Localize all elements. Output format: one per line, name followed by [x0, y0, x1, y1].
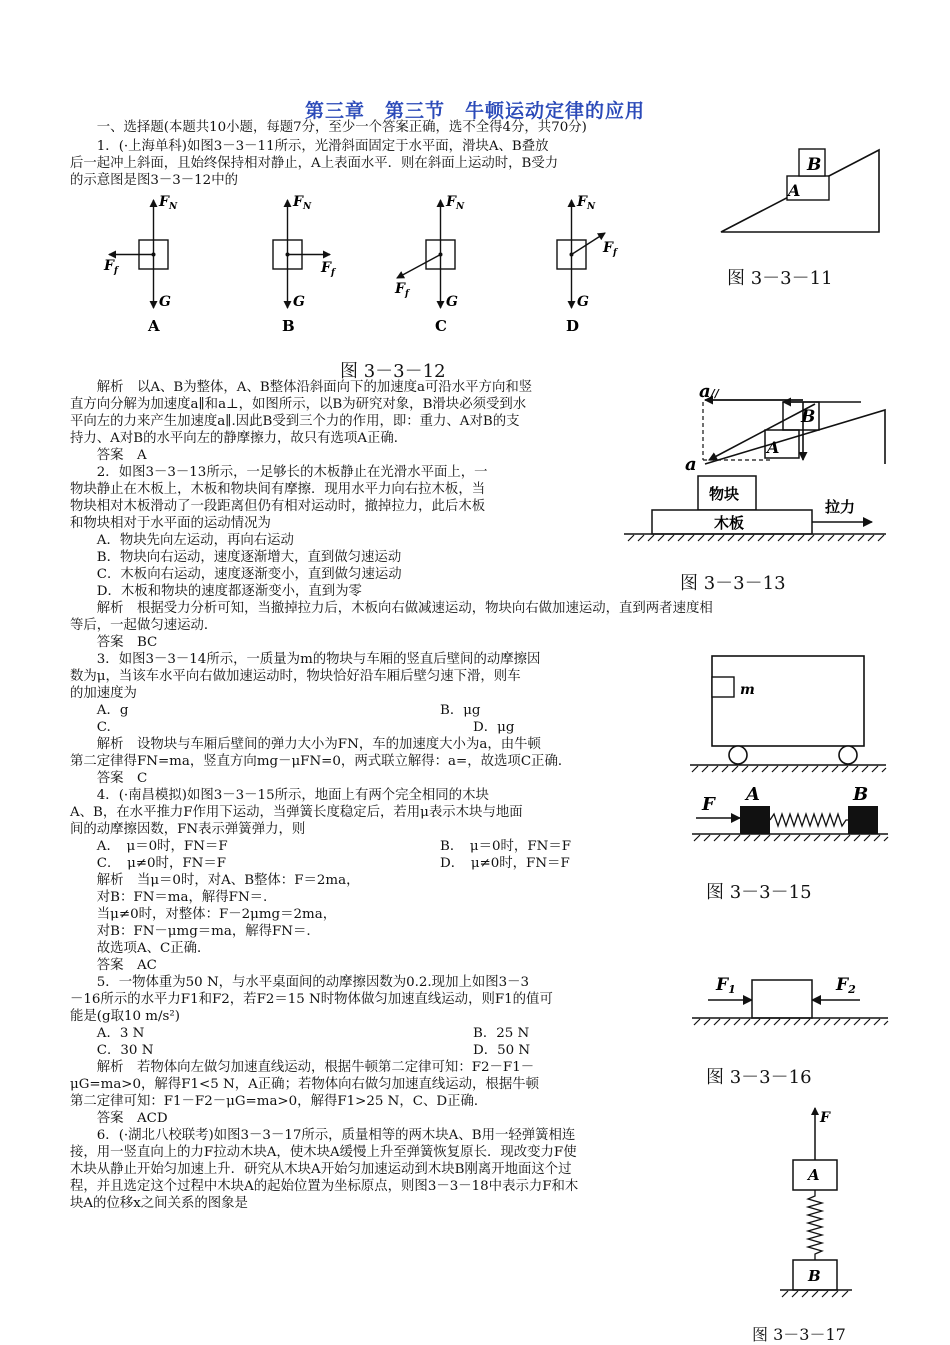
q5-line: 能是(g取10 m/s²) — [70, 1009, 180, 1024]
label-board: 木板 — [714, 514, 745, 532]
q5-solution: μG=ma>0，解得F1<5 N，A正确；若物体向右做匀加速直线运动，根据牛顿 — [70, 1077, 539, 1092]
label-b: B — [808, 1267, 821, 1285]
option-label: D — [566, 317, 580, 335]
option-label: A — [148, 317, 160, 335]
label-f: F — [820, 1110, 830, 1126]
label-a-perp: a — [685, 454, 697, 475]
label-ff: F — [104, 258, 114, 274]
q5-line: 5．一物体重为50 N，与水平桌面间的动摩擦因数为0.2.现加上如图3－3 — [70, 975, 530, 990]
q6-line: 程，并且选定这个过程中木块A的起始位置为坐标原点，则图3－3－18中表示力F和木 — [70, 1179, 579, 1194]
q2-line: 2．如图3－3－13所示，一足够长的木板静止在光滑水平面上，一 — [70, 465, 488, 480]
q6-line: 接，用一竖直向上的力F拉动木块A，使木块A缓慢上升至弹簧恢复原长．现改变力F使 — [70, 1145, 577, 1160]
label-fn: F — [159, 194, 169, 210]
page-title: 第三章 第三节 牛顿运动定律的应用 — [304, 100, 645, 122]
label-f1-sub: 1 — [728, 983, 736, 996]
caption-fig11: 图 3－3－11 — [727, 268, 833, 289]
q5-line: －16所示的水平力F1和F2，若F2＝15 N时物体做匀加速直线运动，则F1的值可 — [70, 992, 553, 1007]
svg-text:F1 — [715, 975, 736, 996]
label-fn: F — [446, 194, 456, 210]
label-ff-sub: f — [404, 289, 409, 299]
q3-line: 数为μ，当该车水平向右做加速运动时，物块恰好沿车厢后壁匀速下滑，则车 — [70, 669, 521, 684]
q3-option: A．g — [70, 703, 129, 718]
label-ff: F — [321, 260, 331, 276]
figure-incline — [715, 140, 885, 240]
label-g: G — [293, 294, 305, 310]
label-pull: 拉力 — [825, 498, 856, 516]
q2-line: 物块相对木板滑动了一段距离但仍有相对运动时，撤掉拉力，此后木板 — [70, 499, 486, 514]
q5-option: C．30 N — [70, 1043, 154, 1058]
label-a: A — [746, 784, 760, 805]
q2-option: C．木板向右运动，速度逐渐变小，直到做匀速运动 — [70, 567, 402, 582]
q4-line: A、B，在水平推力F作用下运动，当弹簧长度稳定后，若用μ表示木块与地面 — [70, 805, 523, 820]
q2-option: B．物块向右运动，速度逐渐增大，直到做匀速运动 — [70, 550, 402, 565]
q4-solution: 对B：FN－μmg＝ma，解得FN＝. — [70, 924, 311, 939]
figure-spring-blocks — [690, 782, 890, 850]
label-b: B — [807, 155, 822, 175]
q1-solution: 平向左的力来产生加速度a∥.因此B受到三个力的作用，即：重力、A对B的支 — [70, 414, 520, 429]
svg-text:Ff — [394, 281, 411, 299]
force-diagram-d — [557, 194, 619, 335]
q4-line: 间的动摩擦因数，FN表示弹簧弹力，则 — [70, 822, 306, 837]
label-b: B — [801, 407, 816, 427]
q1-solution: 持力、A对B的水平向左的静摩擦力，故只有选项A正确． — [70, 431, 408, 446]
q4-line: 4．(·南昌模拟)如图3－3－15所示，地面上有两个完全相同的木块 — [70, 788, 489, 803]
label-fn-sub: N — [168, 202, 178, 212]
q4-solution: 故选项A、C正确． — [70, 941, 211, 956]
q4-solution: 当μ≠0时，对整体：F－2μmg＝2ma， — [70, 907, 337, 922]
q6-line: 木块从静止开始匀加速上升．研究从木块A开始匀加速运动到木块B刚离开地面这个过 — [70, 1162, 572, 1177]
q5-option: D．50 N — [473, 1043, 531, 1058]
label-fn-sub: N — [302, 202, 312, 212]
q1-line: 1．(·上海单科)如图3－3－11所示，光滑斜面固定于水平面，滑块A、B叠放 — [70, 139, 549, 154]
label-b: B — [853, 784, 869, 805]
caption-fig17: 图 3－3－17 — [752, 1325, 846, 1344]
figure-board-block — [620, 470, 890, 545]
q3-option: B．μg — [440, 703, 481, 718]
figure-vertical-spring — [780, 1102, 860, 1307]
section-heading: 一、选择题(本题共10小题，每题7分，至少一个答案正确，选不全得4分，共70分) — [70, 120, 587, 135]
q6-line: 块A的位移x之间关系的图象是 — [70, 1196, 248, 1211]
force-diagram-c — [394, 194, 465, 335]
force-diagram-a — [103, 194, 178, 335]
svg-text:F2 — [835, 975, 856, 996]
q5-option: B．25 N — [473, 1026, 530, 1041]
q3-option: D．μg — [473, 720, 515, 735]
option-label: C — [435, 317, 447, 335]
q5-solution: 第二定律可知：F1－F2－μG=ma>0，解得F1>25 N，C、D正确． — [70, 1094, 488, 1109]
label-fn: F — [577, 194, 587, 210]
label-m: m — [740, 682, 755, 698]
caption-fig13: 图 3－3－13 — [680, 573, 786, 594]
q3-answer: 答案 C — [70, 771, 148, 786]
q4-option: D． μ≠0时，FN＝F — [440, 856, 570, 871]
label-ff: F — [603, 240, 613, 256]
q1-line: 的示意图是图3－3－12中的 — [70, 173, 238, 188]
q4-option: B． μ＝0时，FN＝F — [440, 839, 572, 854]
q5-solution: 解析 若物体向左做匀加速直线运动，根据牛顿第二定律可知：F2－F1－ — [70, 1060, 535, 1075]
label-g: G — [446, 294, 458, 310]
caption-fig15: 图 3－3－15 — [706, 882, 812, 903]
label-a-parallel: a — [699, 381, 711, 402]
label-f: F — [702, 794, 715, 815]
figure-two-forces — [690, 968, 890, 1030]
label-ff-sub: f — [330, 268, 335, 278]
label-f2: F — [836, 975, 849, 995]
q4-option: C． μ≠0时，FN＝F — [70, 856, 227, 871]
svg-text:Ff — [103, 258, 120, 276]
q4-solution: 解析 当μ＝0时，对A、B整体：F＝2ma， — [70, 873, 360, 888]
option-label: B — [282, 317, 295, 335]
q3-line: 3．如图3－3－14所示，一质量为m的物块与车厢的竖直后壁间的动摩擦因 — [70, 652, 541, 667]
caption-fig16: 图 3－3－16 — [706, 1067, 812, 1088]
q3-option: C. — [70, 720, 111, 735]
q1-solution: 解析 以A、B为整体，A、B整体沿斜面向下的加速度a可沿水平方向和竖 — [70, 380, 533, 395]
figure-cart — [688, 650, 888, 775]
label-ff-sub: f — [113, 266, 118, 276]
label-a-parallel-sub: // — [710, 387, 719, 400]
figure-acceleration — [675, 380, 890, 475]
figure-force-diagrams — [95, 190, 655, 345]
label-fn: F — [293, 194, 303, 210]
svg-text:FN — [445, 194, 465, 212]
q2-option: A．物块先向左运动，再向右运动 — [70, 533, 294, 548]
q3-solution: 解析 设物块与车厢后壁间的弹力大小为FN，车的加速度大小为a，由牛顿 — [70, 737, 541, 752]
q4-solution: 对B：FN＝ma，解得FN＝. — [70, 890, 268, 905]
q3-solution: 第二定律得FN=ma，竖直方向mg－μFN=0，两式联立解得：a=，故选项C正确． — [70, 754, 572, 769]
svg-text:FN — [292, 194, 312, 212]
q1-solution: 直方向分解为加速度a∥和a⊥，如图所示，以B为研究对象，B滑块必须受到水 — [70, 397, 527, 412]
label-g: G — [159, 294, 171, 310]
label-fn-sub: N — [455, 202, 465, 212]
q1-line: 后一起冲上斜面，且始终保持相对静止，A上表面水平．则在斜面上运动时，B受力 — [70, 156, 559, 171]
q2-option: D．木板和物块的速度都逐渐变小，直到为零 — [70, 584, 362, 599]
label-a: A — [767, 438, 780, 457]
q4-option: A． μ＝0时，FN＝F — [70, 839, 228, 854]
label-a: A — [808, 1166, 820, 1184]
caption-fig12: 图 3－3－12 — [340, 361, 446, 382]
q2-line: 物块静止在木板上，木板和物块间有摩擦．现用水平力向右拉木板，当 — [70, 482, 486, 497]
label-g: G — [577, 294, 589, 310]
q2-line: 和物块相对于水平面的运动情况为 — [70, 516, 271, 531]
label-fn-sub: N — [586, 202, 596, 212]
q2-solution: 等后，一起做匀速运动． — [70, 618, 218, 633]
q5-answer: 答案 ACD — [70, 1111, 168, 1126]
q5-option: A．3 N — [70, 1026, 145, 1041]
svg-text:a// — [699, 381, 720, 402]
q3-line: 的加速度为 — [70, 686, 137, 701]
label-ff-sub: f — [612, 248, 617, 258]
force-diagram-b — [273, 194, 337, 335]
q1-answer: 答案 A — [70, 448, 147, 463]
label-a: A — [788, 181, 801, 200]
label-ff: F — [395, 281, 405, 297]
q4-answer: 答案 AC — [70, 958, 157, 973]
label-f2-sub: 2 — [848, 983, 856, 996]
q2-solution: 解析 根据受力分析可知，当撤掉拉力后，木板向右做减速运动，物块向右做加速运动，直到两者速度相 — [70, 601, 713, 616]
q6-line: 6．(·湖北八校联考)如图3－3－17所示，质量相等的两木块A、B用一轻弹簧相连 — [70, 1128, 576, 1143]
svg-text:FN — [576, 194, 596, 212]
label-f1: F — [716, 975, 729, 995]
q2-answer: 答案 BC — [70, 635, 158, 650]
svg-text:FN — [158, 194, 178, 212]
svg-text:Ff — [602, 240, 619, 258]
svg-text:Ff — [320, 260, 337, 278]
label-block: 物块 — [709, 485, 740, 503]
